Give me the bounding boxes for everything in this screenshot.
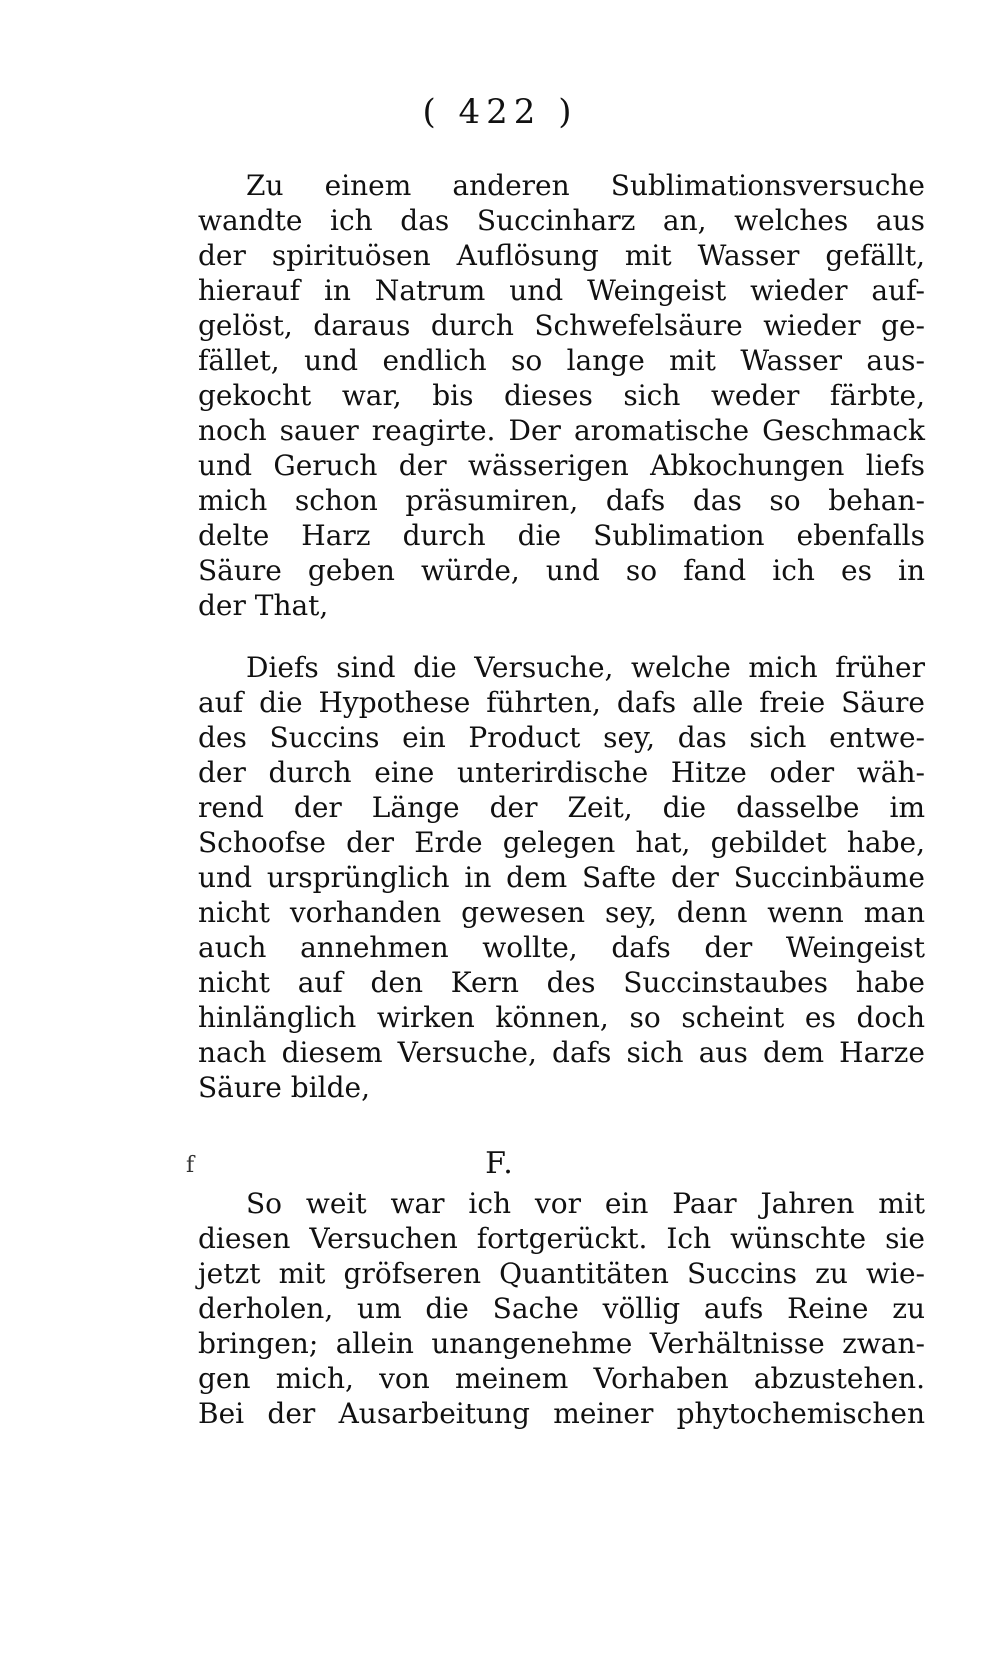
text-line: der durch eine unterirdische Hitze oder wäh- <box>198 756 925 789</box>
text-line: auf die Hypothese führten, dafs alle freie Säure <box>198 686 925 719</box>
text-line: wandte ich das Succinharz an, welches aus <box>198 204 925 237</box>
text-line: mich schon präsumiren, dafs das so behan- <box>198 484 925 517</box>
text-line: auch annehmen wollte, dafs der Weingeist <box>198 931 925 964</box>
text-line: und Geruch der wässerigen Abkochungen liefs <box>198 449 925 482</box>
paragraph-2 <box>198 650 925 1105</box>
text-line: und ursprünglich in dem Safte der Succinbäume <box>198 861 925 894</box>
text-line: Zu einem anderen Sublimationsversuche <box>246 169 925 202</box>
text-line: rend der Länge der Zeit, die dasselbe im <box>198 791 925 824</box>
text-line: der spirituösen Auflösung mit Wasser gefällt, <box>198 239 925 272</box>
text-line: Säure geben würde, und so fand ich es in <box>198 554 925 587</box>
text-line: hierauf in Natrum und Weingeist wieder auf- <box>198 274 925 307</box>
text-line: So weit war ich vor ein Paar Jahren mit <box>246 1187 925 1220</box>
text-line: nach diesem Versuche, dafs sich aus dem Harze <box>198 1036 925 1069</box>
text-line: bringen; allein unangenehme Verhältnisse zwan- <box>198 1327 925 1360</box>
margin-mark: f <box>186 1153 195 1178</box>
text-line: hinlänglich wirken können, so scheint es doch <box>198 1001 925 1034</box>
text-line: delte Harz durch die Sublimation ebenfalls <box>198 519 925 552</box>
text-line: nicht vorhanden gewesen sey, denn wenn man <box>198 896 925 929</box>
text-line: nicht auf den Kern des Succinstaubes habe <box>198 966 925 999</box>
text-line: des Succins ein Product sey, das sich entwe- <box>198 721 925 754</box>
text-line: jetzt mit gröfseren Quantitäten Succins zu wie- <box>198 1257 925 1290</box>
paragraph-1 <box>198 168 925 623</box>
text-line: gekocht war, bis dieses sich weder färbte, <box>198 379 925 412</box>
text-line: diesen Versuchen fortgerückt. Ich wünschte sie <box>198 1222 925 1255</box>
text-line: gen mich, von meinem Vorhaben abzustehen. <box>198 1362 925 1395</box>
text-line: der That, <box>198 589 329 622</box>
paragraph-3 <box>198 1186 925 1431</box>
page-number: ( 422 ) <box>422 92 578 132</box>
section-heading: F. <box>485 1146 515 1181</box>
text-line: Diefs sind die Versuche, welche mich früher <box>246 651 925 684</box>
text-line: Schoofse der Erde gelegen hat, gebildet habe, <box>198 826 925 859</box>
text-line: fället, und endlich so lange mit Wasser aus- <box>198 344 925 377</box>
text-line: Bei der Ausarbeitung meiner phytochemischen <box>198 1397 925 1430</box>
text-line: Säure bilde, <box>198 1071 370 1104</box>
text-line: derholen, um die Sache völlig aufs Reine zu <box>198 1292 925 1325</box>
text-line: gelöst, daraus durch Schwefelsäure wieder ge- <box>198 309 925 342</box>
text-line: noch sauer reagirte. Der aromatische Geschmack <box>198 414 925 447</box>
